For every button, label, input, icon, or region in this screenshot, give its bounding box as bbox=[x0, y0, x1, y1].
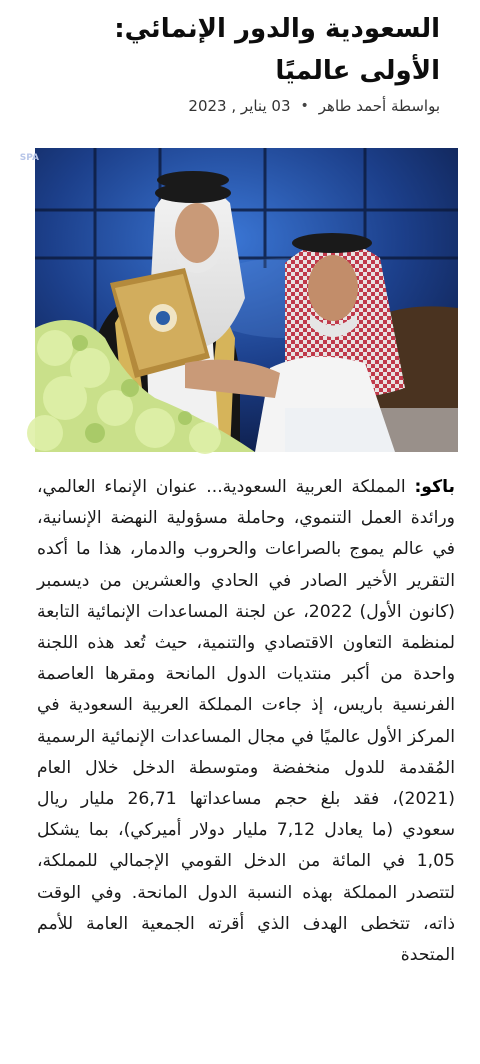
photo-watermark: SPA bbox=[19, 153, 39, 163]
photo-illustration bbox=[19, 148, 458, 452]
article-lead-location: باكو: bbox=[414, 477, 455, 497]
article-body-text: المملكة العربية السعودية... عنوان الإنماء العالمي، ورائدة العمل التنموي، وحاملة مسؤولية النهضة الإنسانية، في عالم يموج بالصراعات والحروب والدمار، هذا ما أكده التقرير الأخير الصادر في الحادي والعشرين من ديسمبر (كانون الأول) 2022، عن لجنة المساعدات الإنمائية التابعة لمنظمة التعاون الاقتصادي والتنمية، حيث تُعد هذه اللجنة واحدة من أكبر منتديات الدول المانحة ومقرها العاصمة الفرنسية باريس، إذ جاءت المملكة العربية السعودية في المركز الأول عالميًا في مجال المساعدات الإنمائية الرسمية المُقدمة للدول منخفضة ومتوسطة الدخل خلال العام (2021)، فقد بلغ حجم مساعداتها 26,71 مليار ريال سعودي (ما يعادل 7,12 مليار دولار أميركي)، بما يشكل 1,05 في المائة من الدخل القومي الإجمالي للمملكة، لتتصدر المملكة بهذه النسبة الدول المانحة. وفي الوقت ذاته، تتخطى الهدف الذي أقرته الجمعية العامة للأمم المتحدة bbox=[37, 477, 456, 966]
article-photo[interactable] bbox=[19, 148, 458, 452]
title-line-2: الأولى عالميًا bbox=[275, 56, 440, 86]
publish-date: 03 يناير , 2023 bbox=[188, 97, 291, 115]
article-body bbox=[37, 472, 455, 971]
article-title bbox=[20, 8, 440, 92]
author-byline[interactable]: بواسطة أحمد طاهر bbox=[318, 97, 440, 115]
title-line-1: السعودية والدور الإنمائي: bbox=[114, 14, 440, 44]
article-meta bbox=[20, 96, 440, 116]
meta-separator: • bbox=[300, 98, 309, 114]
